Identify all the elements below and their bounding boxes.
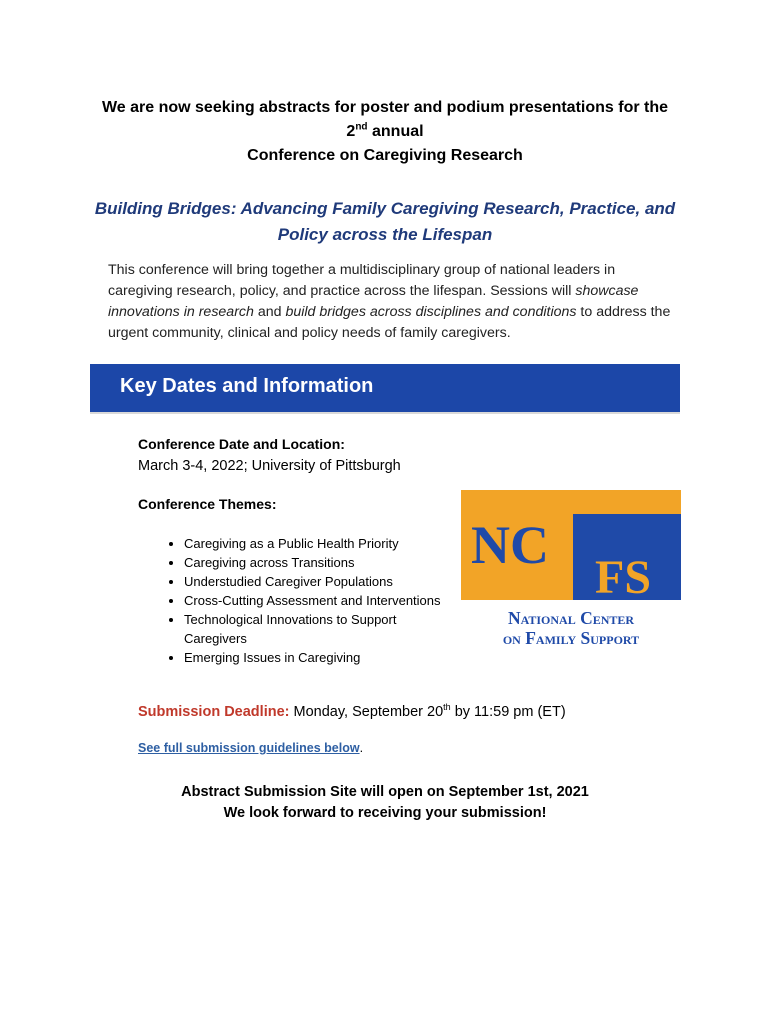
announcement-header: [40, 96, 730, 168]
logo-letters-fs: FS: [595, 551, 652, 604]
intro-part-3: to address the urgent community, clinical and policy needs of family caregivers.: [108, 304, 671, 341]
intro-emphasis-1: showcase innovations in research: [108, 283, 639, 320]
deadline-date: Monday, September 20: [289, 704, 444, 720]
header-line-2: [40, 120, 730, 144]
logo-name-line-1: National Center: [507, 608, 635, 628]
subtitle-line-2: Policy across the Lifespan: [277, 225, 493, 244]
submission-deadline: [138, 704, 566, 720]
annual-text: annual: [367, 123, 424, 140]
logo-name-line-2: on Family Support: [502, 628, 640, 648]
guidelines-period: .: [359, 741, 364, 755]
ncfs-logo: [461, 490, 681, 652]
list-item: • Cross-Cutting Assessment and Interventions: [184, 591, 449, 610]
closing-line-1: Abstract Submission Site will open on September 1st, 2021: [181, 784, 589, 800]
list-item: • Emerging Issues in Caregiving: [184, 648, 449, 667]
conference-subtitle: [60, 196, 710, 248]
banner-title: Key Dates and Information: [120, 375, 374, 397]
themes-label: Conference Themes:: [138, 496, 277, 512]
logo-letters-nc: NC: [471, 515, 549, 575]
list-item: • Caregiving across Transitions: [184, 553, 449, 572]
closing-message: [90, 782, 680, 824]
guidelines-line: [138, 741, 363, 755]
ordinal-suffix: nd: [355, 121, 368, 133]
key-dates-banner: [90, 364, 680, 414]
closing-line-2: We look forward to receiving your submission!: [223, 805, 547, 821]
themes-list: [160, 534, 449, 667]
guidelines-link[interactable]: See full submission guidelines below: [138, 741, 360, 755]
deadline-date-suffix: th: [443, 702, 451, 713]
intro-part-2: and: [253, 304, 286, 320]
header-line-1: We are now seeking abstracts for poster and podium presentations for the: [101, 99, 669, 116]
intro-part-1: This conference will bring together a multidisciplinary group of national leaders in caregiving research, policy, and practice across the lifespan. Sessions will: [108, 262, 616, 299]
list-item: • Technological Innovations to Support Caregivers: [184, 610, 449, 648]
deadline-label: Submission Deadline:: [138, 704, 290, 720]
ordinal-number: 2: [346, 123, 356, 140]
date-location-value: March 3-4, 2022; University of Pittsburgh: [138, 458, 401, 474]
date-location-label: Conference Date and Location:: [138, 436, 345, 452]
subtitle-line-1: Building Bridges: Advancing Family Caregiving Research, Practice, and: [94, 199, 676, 218]
deadline-time: by 11:59 pm (ET): [450, 704, 566, 720]
list-item: • Understudied Caregiver Populations: [184, 572, 449, 591]
conference-title: Conference on Caregiving Research: [247, 147, 523, 164]
intro-paragraph: [108, 260, 678, 344]
list-item: • Caregiving as a Public Health Priority: [184, 534, 449, 553]
intro-emphasis-2: build bridges across disciplines and conditions: [285, 304, 577, 320]
